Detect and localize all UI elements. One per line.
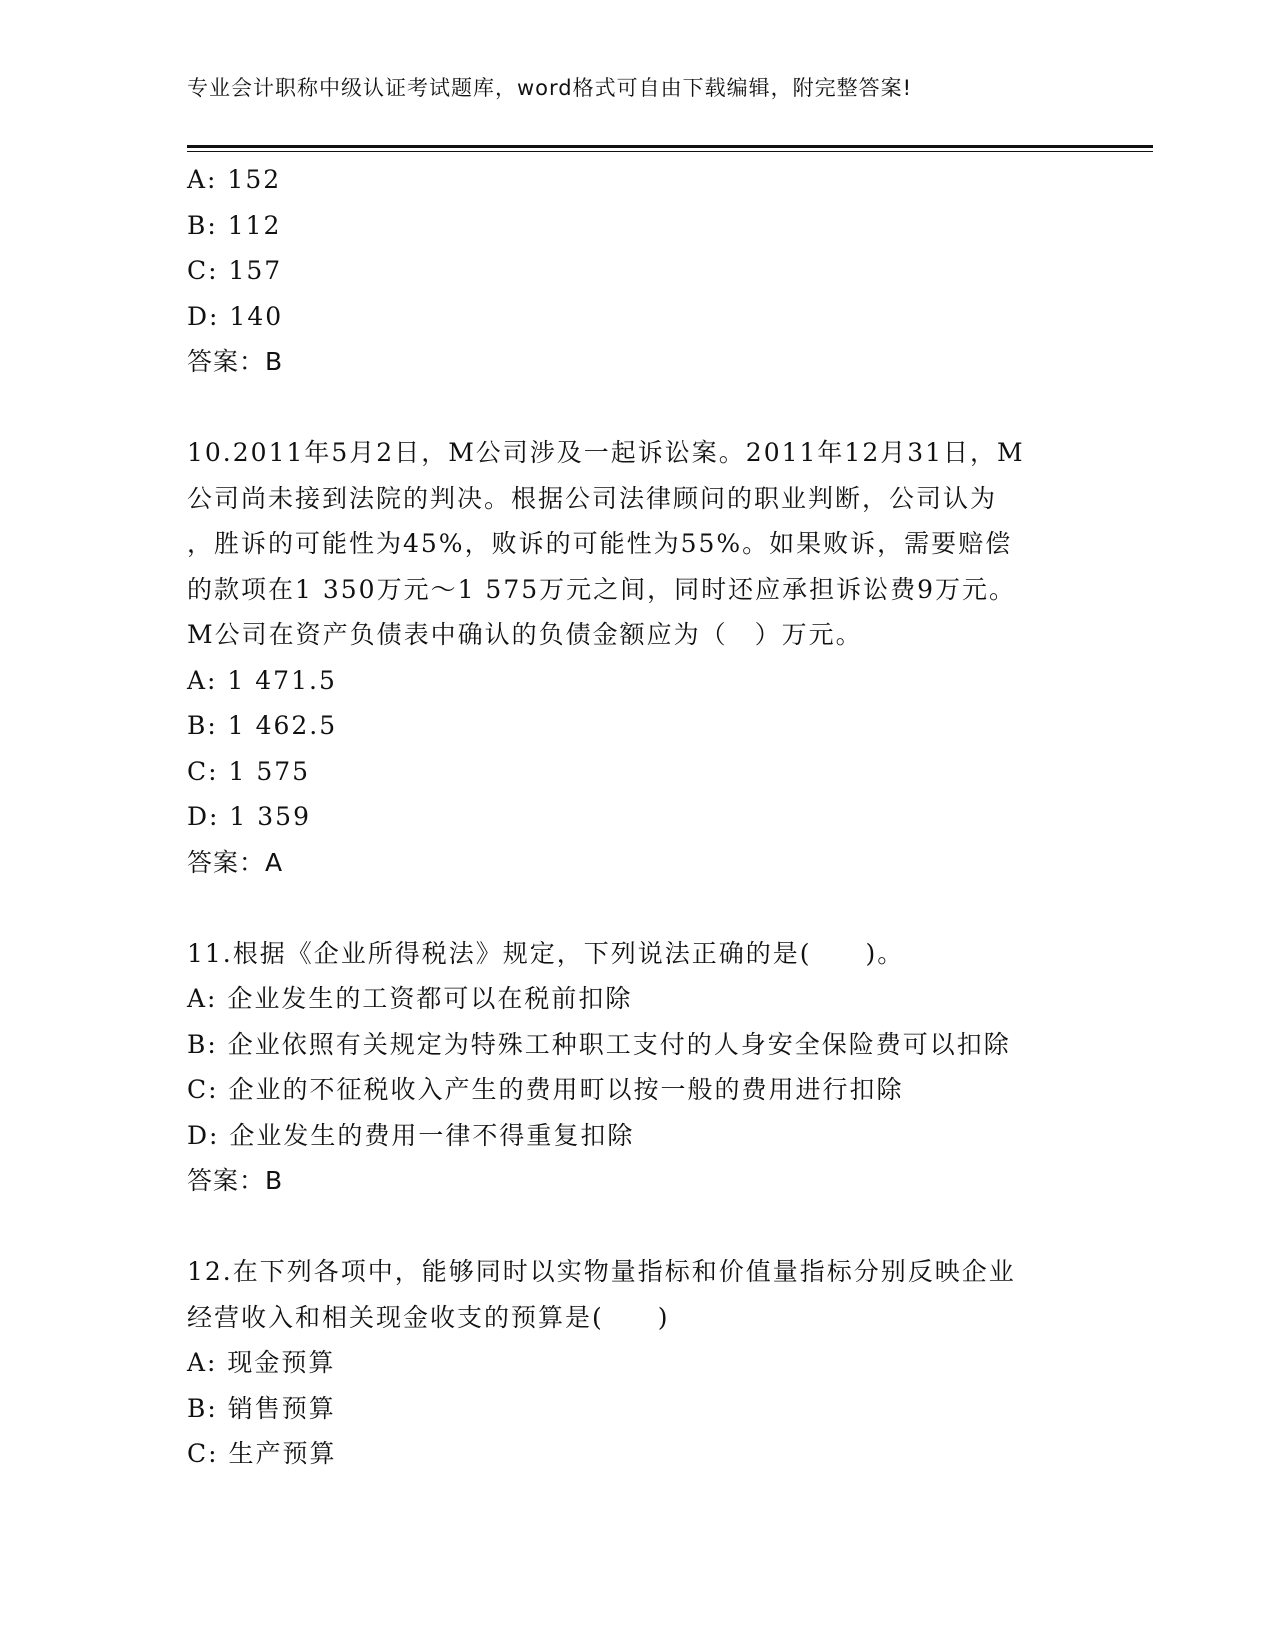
option-c: C: 企业的不征税收入产生的费用町以按一般的费用进行扣除 — [187, 1075, 904, 1104]
option-c: C: 1 575 — [187, 756, 311, 786]
header-rule-thin — [187, 151, 1153, 152]
option-b: B: 1 462.5 — [187, 711, 338, 740]
spacer — [187, 1204, 1087, 1250]
option-a: A: 152 — [187, 165, 282, 194]
question-text-line: 公司尚未接到法院的判决。根据公司法律顾问的职业判断，公司认为 — [187, 483, 998, 513]
document-body — [187, 157, 1087, 1477]
option-d: D: 140 — [187, 301, 284, 331]
question-text-line: M公司在资产负债表中确认的负债金额应为（ ）万元。 — [187, 620, 863, 649]
question-text-line: 12.在下列各项中，能够同时以实物量指标和价值量指标分别反映企业 — [187, 1257, 1016, 1286]
option-d: D: 1 359 — [187, 802, 311, 831]
page-header: 专业会计职称中级认证考试题库，word格式可自由下载编辑，附完整答案! — [187, 76, 913, 100]
question-12 — [187, 1249, 1087, 1477]
option-b: B: 112 — [187, 210, 282, 240]
question-text-line: 经营收入和相关现金收支的预算是( ) — [187, 1302, 670, 1332]
option-a: A: 企业发生的工资都可以在税前扣除 — [187, 984, 633, 1013]
option-b: B: 销售预算 — [187, 1393, 336, 1423]
spacer — [187, 385, 1087, 431]
header-rule-thick — [187, 145, 1153, 148]
question-10 — [187, 430, 1087, 885]
option-a: A: 1 471.5 — [187, 665, 337, 695]
answer: 答案：A — [187, 847, 284, 877]
question-9-tail — [187, 157, 1087, 385]
option-d: D: 企业发生的费用一律不得重复扣除 — [187, 1120, 635, 1150]
question-text-line: 11.根据《企业所得税法》规定，下列说法正确的是( )。 — [187, 938, 905, 968]
option-a: A: 现金预算 — [187, 1348, 336, 1377]
option-c: C: 生产预算 — [187, 1439, 337, 1468]
option-c: C: 157 — [187, 256, 283, 285]
spacer — [187, 885, 1087, 931]
answer: 答案：B — [187, 1166, 284, 1195]
answer: 答案：B — [187, 347, 284, 376]
question-text-line: ，胜诉的可能性为45%，败诉的可能性为55%。如果败诉，需要赔偿 — [187, 529, 1013, 558]
question-text-line: 10.2011年5月2日，M公司涉及一起诉讼案。2011年12月31日，M — [187, 438, 1025, 467]
question-text-line: 的款项在1 350万元～1 575万元之间，同时还应承担诉讼费9万元。 — [187, 574, 1017, 604]
option-b: B: 企业依照有关规定为特殊工种职工支付的人身安全保险费可以扣除 — [187, 1029, 1011, 1059]
question-11 — [187, 931, 1087, 1204]
